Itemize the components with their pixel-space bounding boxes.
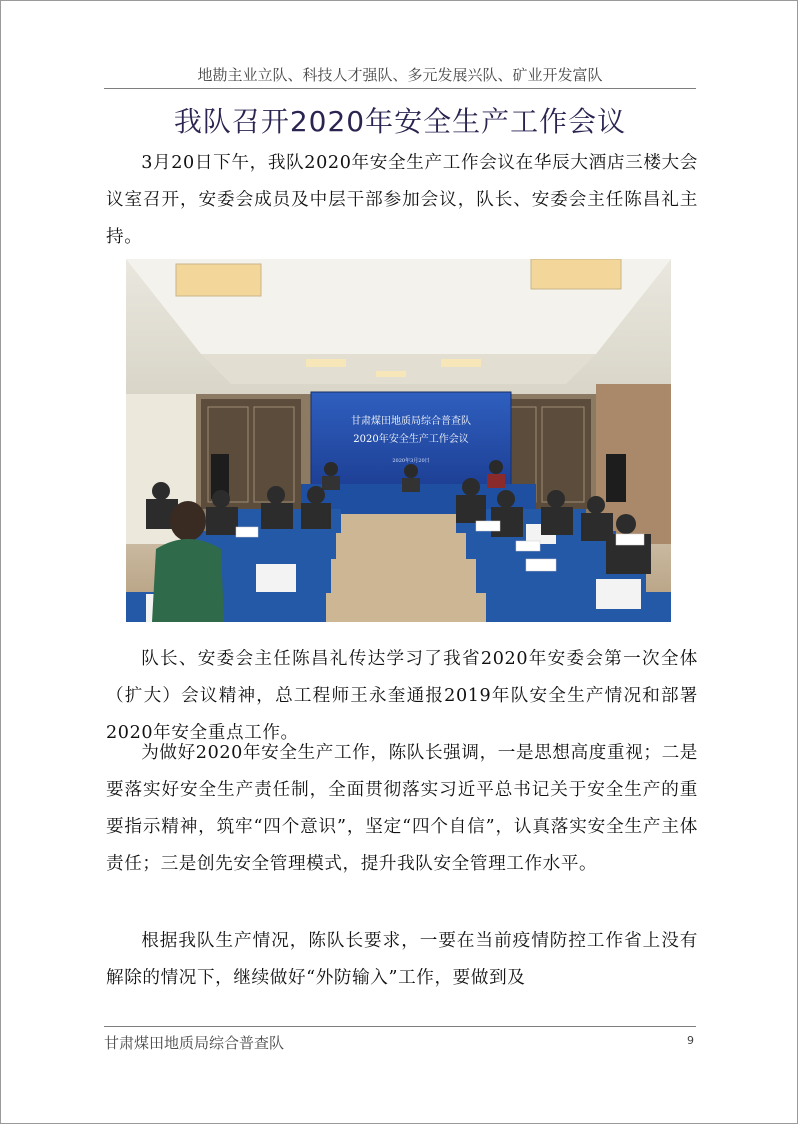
screen-date: 2020年3月20日 (392, 458, 430, 464)
article-paragraph-1: 3月20日下午，我队2020年安全生产工作会议在华辰大酒店三楼大会议室召开，安委会成员及中层干部参加会议，队长、安委会主任陈昌礼主持。 (106, 153, 698, 247)
footer-divider (104, 1026, 696, 1027)
article-paragraph-3: 为做好2020年安全生产工作，陈队长强调，一是思想高度重视；二是要落实好安全生产责任制，全面贯彻落实习近平总书记关于安全生产的重要指示精神，筑牢“四个意识”，坚定“四个自信”，认真落实安全生产主体责任；三是创先安全管理模式，提升我队安全管理工作水平。 (106, 743, 698, 874)
screen-title-line2: 2020年安全生产工作会议 (353, 434, 469, 445)
article-paragraph-4: 根据我队生产情况，陈队长要求，一要在当前疫情防控工作省上没有解除的情况下，继续做好“外防输入”工作，要做到及 (106, 931, 698, 988)
header-divider (104, 88, 696, 89)
article-paragraph-2: 队长、安委会主任陈昌礼传达学习了我省2020年安委会第一次全体（扩大）会议精神，总工程师王永奎通报2019年队安全生产情况和部署2020年安全重点工作。 (106, 649, 698, 743)
screen-title-line1: 甘肃煤田地质局综合普查队 (351, 416, 471, 427)
article-title: 我队召开2020年安全生产工作会议 (173, 105, 627, 138)
header-motto: 地勘主业立队、科技人才强队、多元发展兴队、矿业开发富队 (197, 66, 603, 84)
meeting-photo-illustration (126, 259, 671, 622)
footer-organization: 甘肃煤田地质局综合普查队 (104, 1034, 285, 1052)
meeting-photo (126, 259, 671, 622)
page-number: 9 (687, 1034, 694, 1047)
